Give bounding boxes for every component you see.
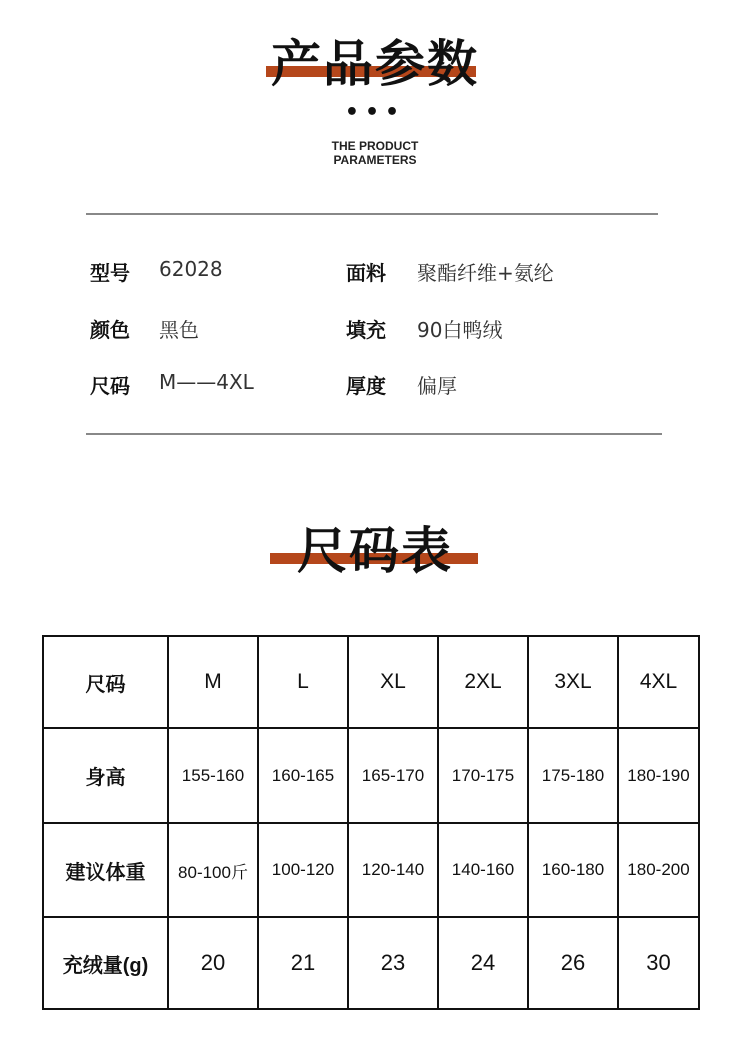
param-thickness xyxy=(346,370,457,399)
size-title: 尺码表 xyxy=(297,522,453,580)
table-cell: 20 xyxy=(168,917,258,1009)
size-table xyxy=(42,635,700,1010)
table-row xyxy=(43,728,699,823)
table-cell: 160-165 xyxy=(258,728,348,823)
param-filling xyxy=(346,314,503,343)
table-cell: M xyxy=(168,636,258,728)
param-value: 聚酯纤维+氨纶 xyxy=(417,261,554,285)
params-subtitle xyxy=(0,139,750,167)
table-row xyxy=(43,917,699,1009)
table-cell: 21 xyxy=(258,917,348,1009)
param-value: 偏厚 xyxy=(417,374,457,398)
table-cell: 尺码 xyxy=(43,636,168,728)
param-fabric xyxy=(346,257,554,286)
table-cell: 26 xyxy=(528,917,618,1009)
table-cell: 建议体重 xyxy=(43,823,168,917)
table-cell: 充绒量(g) xyxy=(43,917,168,1009)
params-title: 产品参数 xyxy=(271,35,479,93)
param-label: 面料 xyxy=(346,261,386,285)
table-cell: 3XL xyxy=(528,636,618,728)
table-cell: 80-100斤 xyxy=(168,823,258,917)
param-label: 厚度 xyxy=(346,374,386,398)
table-cell: 155-160 xyxy=(168,728,258,823)
table-cell: 100-120 xyxy=(258,823,348,917)
param-value: 黑色 xyxy=(159,318,199,342)
params-top-divider xyxy=(86,213,658,215)
params-bottom-divider xyxy=(86,433,662,435)
param-label: 尺码 xyxy=(90,374,130,398)
table-cell: 23 xyxy=(348,917,438,1009)
param-label: 填充 xyxy=(346,318,386,342)
param-value: M——4XL xyxy=(159,370,254,394)
table-cell: 160-180 xyxy=(528,823,618,917)
table-cell: 165-170 xyxy=(348,728,438,823)
param-color xyxy=(90,314,199,343)
table-cell: 4XL xyxy=(618,636,699,728)
table-cell: 180-190 xyxy=(618,728,699,823)
table-cell: L xyxy=(258,636,348,728)
subtitle-line-1: THE PRODUCT xyxy=(331,139,419,153)
table-cell: 24 xyxy=(438,917,528,1009)
table-cell: 170-175 xyxy=(438,728,528,823)
param-value: 62028 xyxy=(159,257,223,281)
decorative-dots: ••• xyxy=(344,100,406,125)
table-cell: 175-180 xyxy=(528,728,618,823)
table-header-row xyxy=(43,636,699,728)
table-cell: 180-200 xyxy=(618,823,699,917)
table-row xyxy=(43,823,699,917)
table-cell: 120-140 xyxy=(348,823,438,917)
param-size xyxy=(90,370,254,399)
param-value: 90白鸭绒 xyxy=(417,318,503,342)
table-cell: 2XL xyxy=(438,636,528,728)
subtitle-line-2: PARAMETERS xyxy=(333,153,417,167)
param-model xyxy=(90,257,223,286)
param-label: 型号 xyxy=(90,261,130,285)
table-cell: XL xyxy=(348,636,438,728)
table-cell: 30 xyxy=(618,917,699,1009)
table-cell: 身高 xyxy=(43,728,168,823)
param-label: 颜色 xyxy=(90,318,130,342)
table-cell: 140-160 xyxy=(438,823,528,917)
